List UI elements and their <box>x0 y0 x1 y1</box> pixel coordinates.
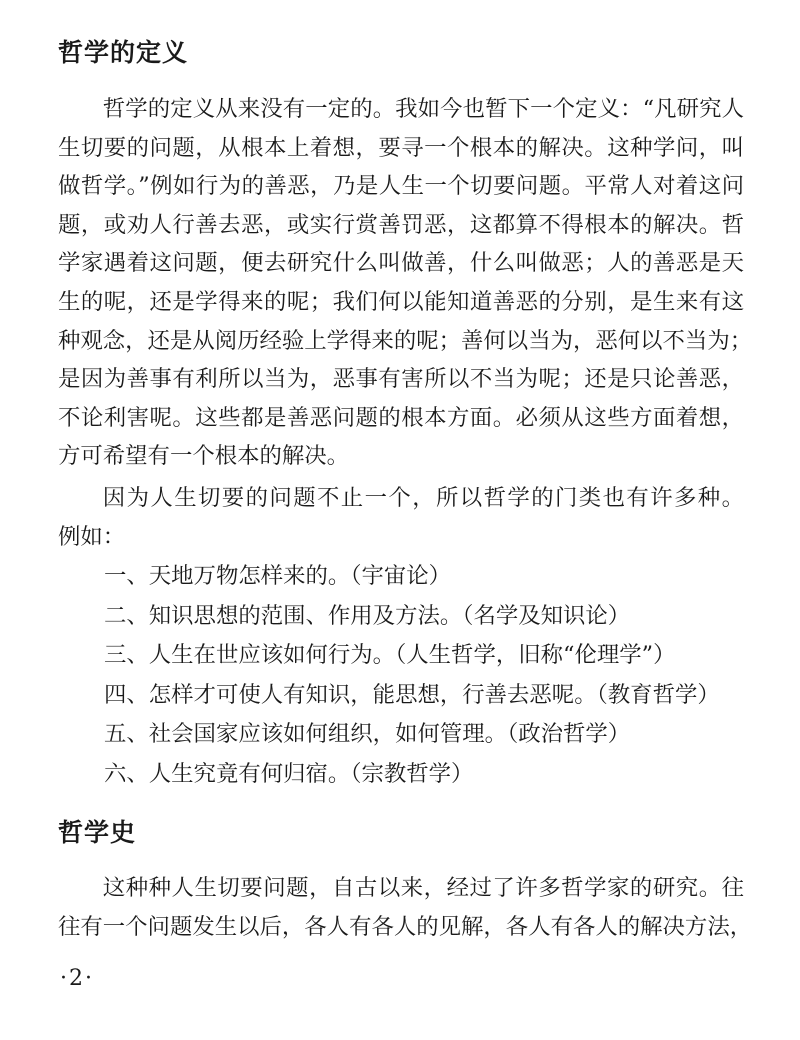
list-item: 三、人生在世应该如何行为。（人生哲学，旧称“伦理学”） <box>104 642 676 669</box>
list-item: 四、怎样才可使人有知识，能思想，行善去恶呢。（教育哲学） <box>104 681 720 708</box>
page-number: ·2· <box>60 966 94 991</box>
section-heading-history: 哲学史 <box>58 818 137 847</box>
paragraph-line: 生的呢，还是学得来的呢；我们何以能知道善恶的分别，是生来有这 <box>58 288 744 315</box>
paragraph-line: 例如： <box>58 523 126 550</box>
paragraph-history <box>58 869 753 946</box>
list-item: 五、社会国家应该如何组织，如何管理。（政治哲学） <box>104 721 631 748</box>
paragraph-line: 因为人生切要的问题不止一个，所以哲学的门类也有许多种。 <box>102 485 744 511</box>
paragraph-line: 生切要的问题，从根本上着想，要寻一个根本的解决。这种学问，叫 <box>58 134 744 161</box>
paragraph-line: 题，或劝人行善去恶，或实行赏善罚恶，这都算不得根本的解决。哲 <box>58 211 744 238</box>
paragraph-line: 哲学的定义从来没有一定的。我如今也暂下一个定义：“凡研究人 <box>102 96 744 122</box>
paragraph-definition <box>58 90 753 476</box>
list-item: 二、知识思想的范围、作用及方法。（名学及知识论） <box>104 602 631 629</box>
section-heading-definition: 哲学的定义 <box>58 38 189 67</box>
paragraph-line: 学家遇着这问题，便去研究什么叫做善，什么叫做恶；人的善恶是天 <box>58 250 744 277</box>
paragraph-categories-intro <box>58 479 744 556</box>
philosophy-categories-list <box>104 557 720 795</box>
paragraph-line: 不论利害呢。这些都是善恶问题的根本方面。必须从这些方面着想， <box>58 404 744 431</box>
list-item: 六、人生究竟有何归宿。（宗教哲学） <box>104 760 474 787</box>
paragraph-line: 往有一个问题发生以后，各人有各人的见解，各人有各人的解决方法， <box>58 913 753 940</box>
paragraph-line: 做哲学。”例如行为的善恶，乃是人生一个切要问题。平常人对着这问 <box>58 173 744 200</box>
paragraph-line: 种观念，还是从阅历经验上学得来的呢；善何以当为，恶何以不当为； <box>58 327 753 354</box>
list-item: 一、天地万物怎样来的。（宇宙论） <box>104 563 452 589</box>
paragraph-line: 这种种人生切要问题，自古以来，经过了许多哲学家的研究。往 <box>102 875 744 901</box>
paragraph-line: 是因为善事有利所以当为，恶事有害所以不当为呢；还是只论善恶， <box>58 366 744 393</box>
paragraph-line: 方可希望有一个根本的解决。 <box>58 443 350 470</box>
